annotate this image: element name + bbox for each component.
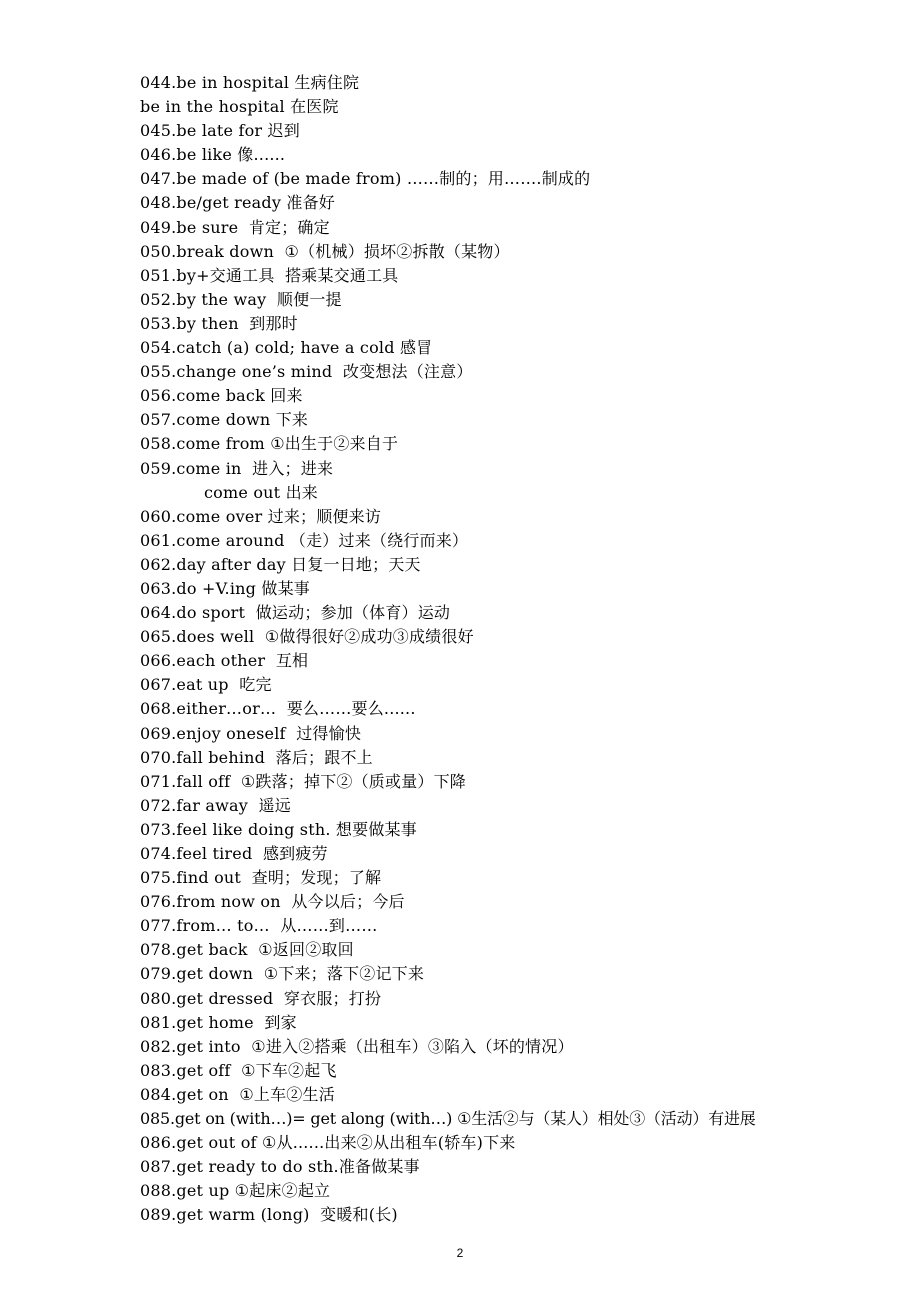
phrase-line: come out 出来	[204, 482, 318, 502]
phrase-list	[140, 71, 900, 1228]
phrase-line: 064.do sport 做运动；参加（体育）运动	[140, 603, 451, 623]
phrase-line: 057.come down 下来	[140, 410, 309, 430]
phrase-line: 050.break down ①（机械）损坏②拆散（某物）	[140, 241, 510, 261]
phrase-line: 056.come back 回来	[140, 386, 303, 406]
phrase-line: 051.by+交通工具 搭乘某交通工具	[140, 265, 399, 285]
phrase-line: 087.get ready to do sth.准备做某事	[140, 1157, 420, 1177]
phrase-line: 089.get warm (long) 变暖和(长)	[140, 1205, 398, 1225]
phrase-line: 079.get down ①下来；落下②记下来	[140, 964, 425, 984]
phrase-line: 078.get back ①返回②取回	[140, 940, 354, 960]
phrase-line: 053.by then 到那时	[140, 313, 298, 333]
phrase-line: 080.get dressed 穿衣服；打扮	[140, 988, 382, 1008]
phrase-line: 062.day after day 日复一日地；天天	[140, 554, 421, 574]
phrase-line: 081.get home 到家	[140, 1012, 297, 1032]
phrase-line: 075.find out 查明；发现；了解	[140, 868, 382, 888]
phrase-line: 061.come around （走）过来（绕行而来）	[140, 530, 469, 550]
phrase-line: 067.eat up 吃完	[140, 675, 272, 695]
phrase-line: 085.get on (with…)= get along (with…) ①生活②与（某人）相处③（活动）有进展	[140, 1109, 756, 1129]
phrase-line: 072.far away 遥远	[140, 795, 292, 815]
phrase-line: 076.from now on 从今以后；今后	[140, 892, 405, 912]
phrase-line: 073.feel like doing sth. 想要做某事	[140, 819, 417, 839]
phrase-line: be in the hospital 在医院	[140, 97, 339, 117]
phrase-line: 070.fall behind 落后；跟不上	[140, 747, 373, 767]
phrase-line: 069.enjoy oneself 过得愉快	[140, 723, 362, 743]
phrase-line: 054.catch (a) cold; have a cold 感冒	[140, 338, 433, 358]
phrase-line: 055.change one’s mind 改变想法（注意）	[140, 362, 473, 382]
phrase-line: 065.does well ①做得很好②成功③成绩很好	[140, 627, 474, 647]
phrase-line: 077.from… to… 从……到……	[140, 916, 378, 936]
phrase-line: 047.be made of (be made from) ……制的；用…….制成的	[140, 169, 591, 189]
phrase-line: 063.do +V.ing 做某事	[140, 578, 310, 598]
phrase-line: 044.be in hospital 生病住院	[140, 73, 360, 92]
phrase-line: 088.get up ①起床②起立	[140, 1181, 331, 1201]
phrase-line: 074.feel tired 感到疲劳	[140, 844, 328, 863]
phrase-line: 060.come over 过来；顺便来访	[140, 506, 382, 526]
phrase-line: 084.get on ①上车②生活	[140, 1084, 335, 1104]
phrase-line: 082.get into ①进入②搭乘（出租车）③陷入（坏的情况）	[140, 1036, 574, 1056]
phrase-line: 068.either…or… 要么……要么......	[140, 699, 416, 719]
phrase-line: 045.be late for 迟到	[140, 121, 300, 141]
phrase-line: 083.get off ①下车②起飞	[140, 1060, 337, 1080]
phrase-line: 071.fall off ①跌落；掉下②（质或量）下降	[140, 771, 466, 791]
page-number: 2	[456, 1246, 464, 1260]
phrase-line: 058.come from ①出生于②来自于	[140, 434, 399, 454]
phrase-line: 052.by the way 顺便一提	[140, 289, 342, 309]
phrase-line: 048.be/get ready 准备好	[140, 193, 335, 213]
phrase-line: 046.be like 像......	[140, 145, 286, 165]
phrase-line: 049.be sure 肯定；确定	[140, 217, 330, 237]
phrase-line: 086.get out of ①从......出来②从出租车(轿车)下来	[140, 1133, 516, 1153]
phrase-line: 066.each other 互相	[140, 651, 309, 671]
phrase-line: 059.come in 进入；进来	[140, 458, 334, 478]
